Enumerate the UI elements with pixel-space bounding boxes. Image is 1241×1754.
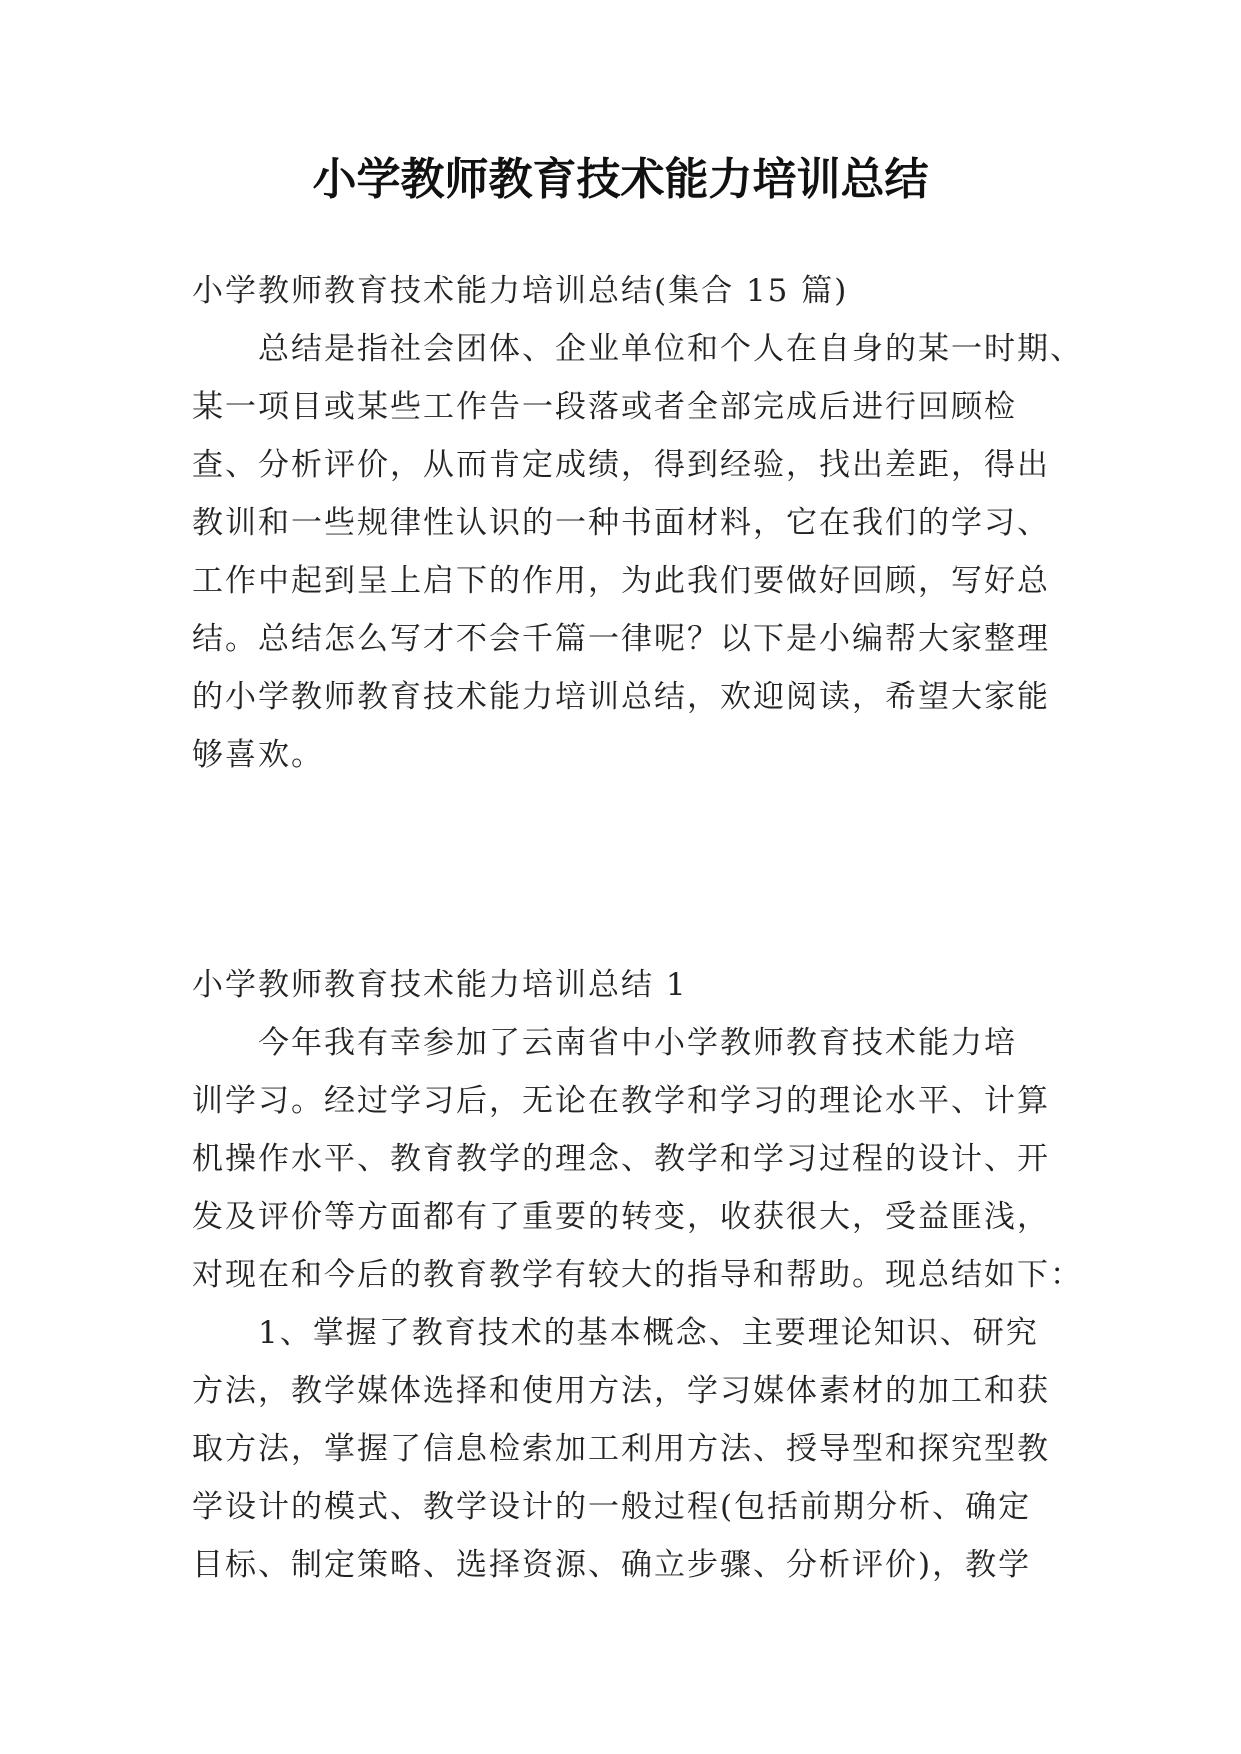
paragraph-line: 结。总结怎么写才不会千篇一律呢？以下是小编帮大家整理 [192, 621, 1050, 657]
document-subtitle: 小学教师教育技术能力培训总结(集合 15 篇) [192, 273, 849, 309]
paragraph-line: 1、掌握了教育技术的基本概念、主要理论知识、研究 [258, 1315, 1039, 1351]
paragraph-line: 学设计的模式、教学设计的一般过程(包括前期分析、确定 [192, 1489, 1032, 1525]
section1-paragraph-1 [192, 1014, 1083, 1304]
intro-paragraph [192, 320, 1083, 784]
page-title: 小学教师教育技术能力培训总结 [312, 154, 929, 205]
paragraph-line: 训学习。经过学习后，无论在教学和学习的理论水平、计算 [192, 1083, 1050, 1119]
paragraph-line: 机操作水平、教育教学的理念、教学和学习过程的设计、开 [192, 1141, 1050, 1177]
paragraph-line: 取方法，掌握了信息检索加工利用方法、授导型和探究型教 [192, 1431, 1050, 1467]
paragraph-line: 够喜欢。 [192, 737, 324, 773]
section-spacer [192, 784, 1052, 956]
paragraph-line: 工作中起到呈上启下的作用，为此我们要做好回顾，写好总 [192, 563, 1050, 599]
paragraph-line: 方法，教学媒体选择和使用方法，学习媒体素材的加工和获 [192, 1373, 1050, 1409]
section-heading: 小学教师教育技术能力培训总结 1 [192, 967, 688, 1003]
paragraph-line: 教训和一些规律性认识的一种书面材料，它在我们的学习、 [192, 505, 1050, 541]
paragraph-line: 总结是指社会团体、企业单位和个人在自身的某一时期、 [258, 331, 1083, 367]
section1-paragraph-2 [192, 1304, 1052, 1594]
document-body [192, 262, 1083, 1594]
paragraph-line: 今年我有幸参加了云南省中小学教师教育技术能力培 [258, 1025, 1017, 1061]
paragraph-line: 查、分析评价，从而肯定成绩，得到经验，找出差距，得出 [192, 447, 1050, 483]
paragraph-line: 对现在和今后的教育教学有较大的指导和帮助。现总结如下： [192, 1257, 1083, 1293]
paragraph-line: 目标、制定策略、选择资源、确立步骤、分析评价)，教学 [192, 1547, 1032, 1583]
paragraph-line: 发及评价等方面都有了重要的转变，收获很大，受益匪浅， [192, 1199, 1050, 1235]
paragraph-line: 的小学教师教育技术能力培训总结，欢迎阅读，希望大家能 [192, 679, 1050, 715]
paragraph-line: 某一项目或某些工作告一段落或者全部完成后进行回顾检 [192, 389, 1017, 425]
